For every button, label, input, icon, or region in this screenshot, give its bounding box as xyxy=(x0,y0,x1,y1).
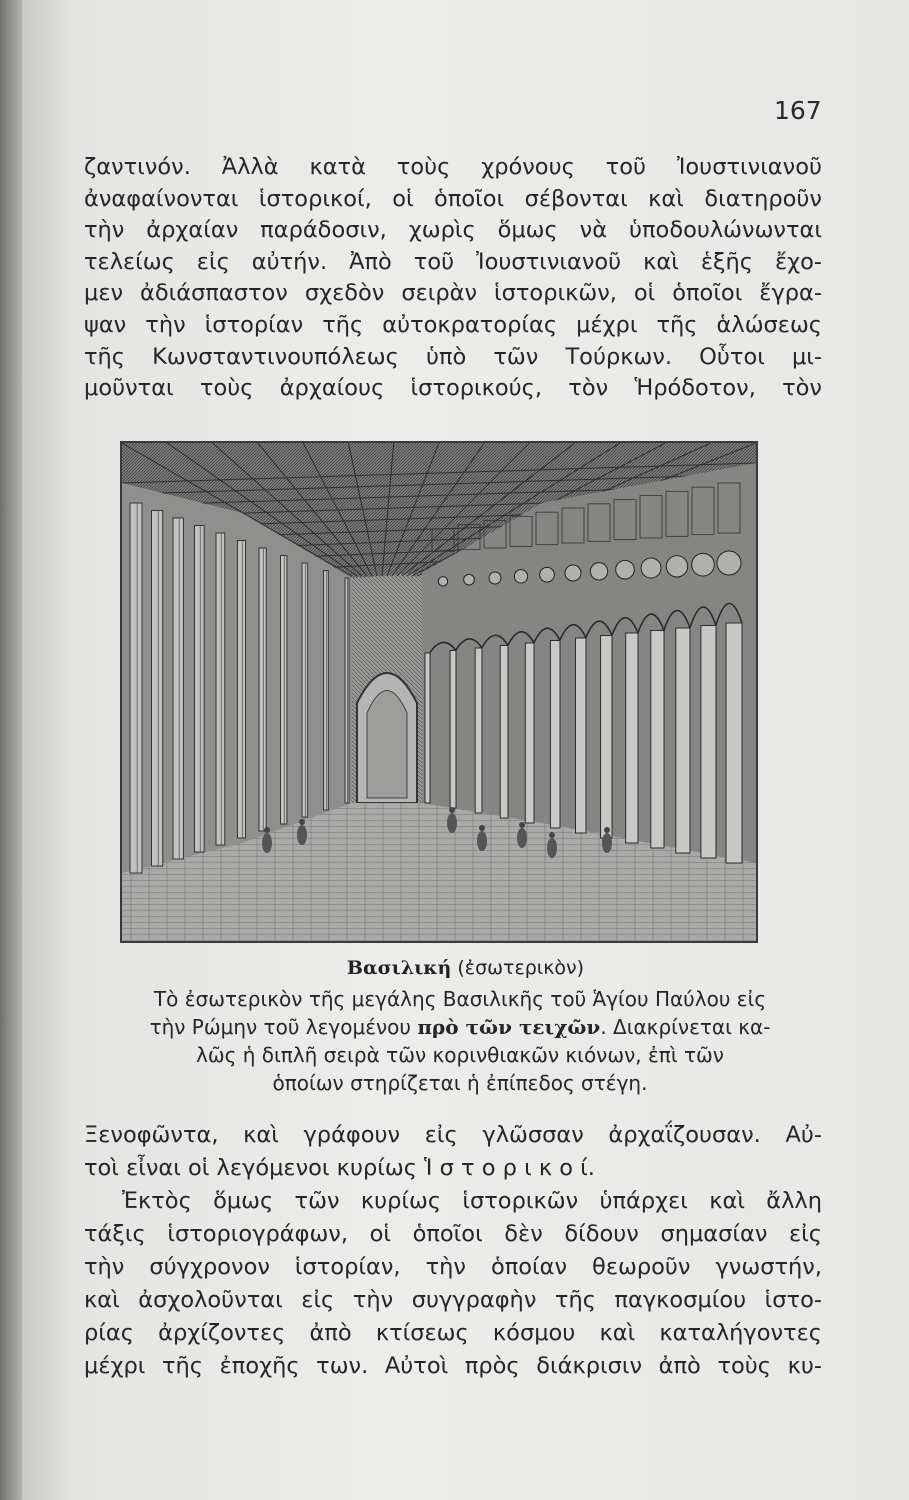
column xyxy=(216,533,225,845)
column xyxy=(450,651,456,809)
text-line: μοῦνται τοὺς ἀρχαίους ἱστορικούς, τὸν Ἡρόδοτον, τὸν xyxy=(84,375,822,402)
caption-line: ὁποίων στηρίζεται ἡ ἐπίπεδος στέγη. xyxy=(272,1071,648,1095)
person-figure xyxy=(477,831,487,851)
caption-title-rest: (ἐσωτερικὸν) xyxy=(451,957,585,979)
text-line: τοὶ εἶναι οἱ λεγόμενοι κυρίως Ἱ σ τ ο ρ ι κ ο ί. xyxy=(84,1155,595,1181)
column xyxy=(238,541,246,839)
column xyxy=(130,503,142,873)
column xyxy=(173,518,183,859)
column xyxy=(425,653,430,803)
column xyxy=(281,556,287,825)
column xyxy=(726,623,742,863)
book-spine-edge xyxy=(0,0,22,1500)
person-figure xyxy=(447,813,457,833)
column xyxy=(475,648,482,813)
column xyxy=(601,636,612,839)
caption-title-bold: Βασιλική xyxy=(346,957,452,979)
person-figure xyxy=(602,833,612,853)
text-line: Ἐκτὸς ὅμως τῶν κυρίως ἱστορικῶν ὑπάρχει καὶ ἄλλη xyxy=(122,1188,822,1214)
column xyxy=(525,643,534,823)
person-figure xyxy=(547,838,557,858)
caption-line: τὴν Ρώμην τοῦ λεγομένου πρὸ τῶν τειχῶν. Διακρίνεται κα- xyxy=(149,1015,771,1039)
person-figure xyxy=(297,825,307,845)
text-line: τὴν ἀρχαίαν παράδοσιν, χωρὶς ὅμως νὰ ὑποδουλώνωνται xyxy=(84,217,822,244)
text-line: ρίας ἀρχίζοντες ἀπὸ κτίσεως κόσμου καὶ καταλήγοντες xyxy=(84,1320,822,1346)
text-line: τάξις ἱστοριογράφων, οἱ ὁποῖοι δὲν δίδουν σημασίαν εἰς xyxy=(84,1221,822,1247)
column xyxy=(676,628,690,853)
column xyxy=(152,511,163,867)
column xyxy=(651,631,664,849)
text-line: μέχρι τῆς ἐποχῆς των. Αὐτοὶ πρὸς διάκρισιν ἀπὸ τοὺς κυ- xyxy=(84,1353,822,1379)
figure-caption xyxy=(90,985,830,1097)
basilica-illustration xyxy=(120,441,758,943)
column xyxy=(626,633,638,843)
page-number: 167 xyxy=(774,96,822,125)
text-line: τελείως εἰς αὐτήν. Ἀπὸ τοῦ Ἰουστινιανοῦ καὶ ἑξῆς ἔχο- xyxy=(84,248,822,275)
text-line: μεν ἀδιάσπαστον σχεδὸν σειρὰν ἱστορικῶν, οἱ ὁποῖοι ἔγρα- xyxy=(84,280,822,307)
caption-bold-phrase: πρὸ τῶν τειχῶν xyxy=(417,1015,601,1039)
person-figure xyxy=(517,828,527,848)
column xyxy=(259,548,266,831)
column xyxy=(550,641,560,829)
column xyxy=(701,626,716,859)
column xyxy=(195,526,205,853)
caption-line: λῶς ἡ διπλῆ σειρὰ τῶν κορινθιακῶν κιόνων, ἐπὶ τῶν xyxy=(196,1043,724,1067)
column xyxy=(324,571,329,811)
column xyxy=(500,646,508,819)
caption-line: Τὸ ἐσωτερικὸν τῆς μεγάλης Βασιλικῆς τοῦ Ἁγίου Παύλου εἰς xyxy=(153,987,767,1011)
text-line: ψαν τὴν ἱστορίαν τῆς αὐτοκρατορίας μέχρι τῆς ἁλώσεως xyxy=(84,311,822,338)
bottom-paragraph xyxy=(84,1119,822,1383)
top-paragraph xyxy=(84,152,822,405)
book-page xyxy=(22,0,909,1500)
figure-caption-title xyxy=(22,957,909,979)
column xyxy=(302,563,308,817)
column xyxy=(576,638,587,833)
text-line: ἀναφαίνονται ἱστορικοί, οἱ ὁποῖοι σέβονται καὶ διατηροῦν xyxy=(84,185,822,212)
text-line: τὴν σύγχρονον ἱστορίαν, τὴν ὁποίαν θεωροῦν γνωστήν, xyxy=(84,1254,822,1280)
text-line: ζαντινόν. Ἀλλὰ κατὰ τοὺς χρόνους τοῦ Ἰουστινιανοῦ xyxy=(84,154,822,180)
text-line: τῆς Κωνσταντινουπόλεως ὑπὸ τῶν Τούρκων. Οὗτοι μι- xyxy=(84,343,822,370)
person-figure xyxy=(262,833,272,853)
text-line: καὶ ἀσχολοῦνται εἰς τὴν συγγραφὴν τῆς παγκοσμίου ἱστο- xyxy=(84,1287,822,1313)
text-line: Ξενοφῶντα, καὶ γράφουν εἰς γλῶσσαν ἀρχαΐζουσαν. Αὐ- xyxy=(84,1122,822,1148)
